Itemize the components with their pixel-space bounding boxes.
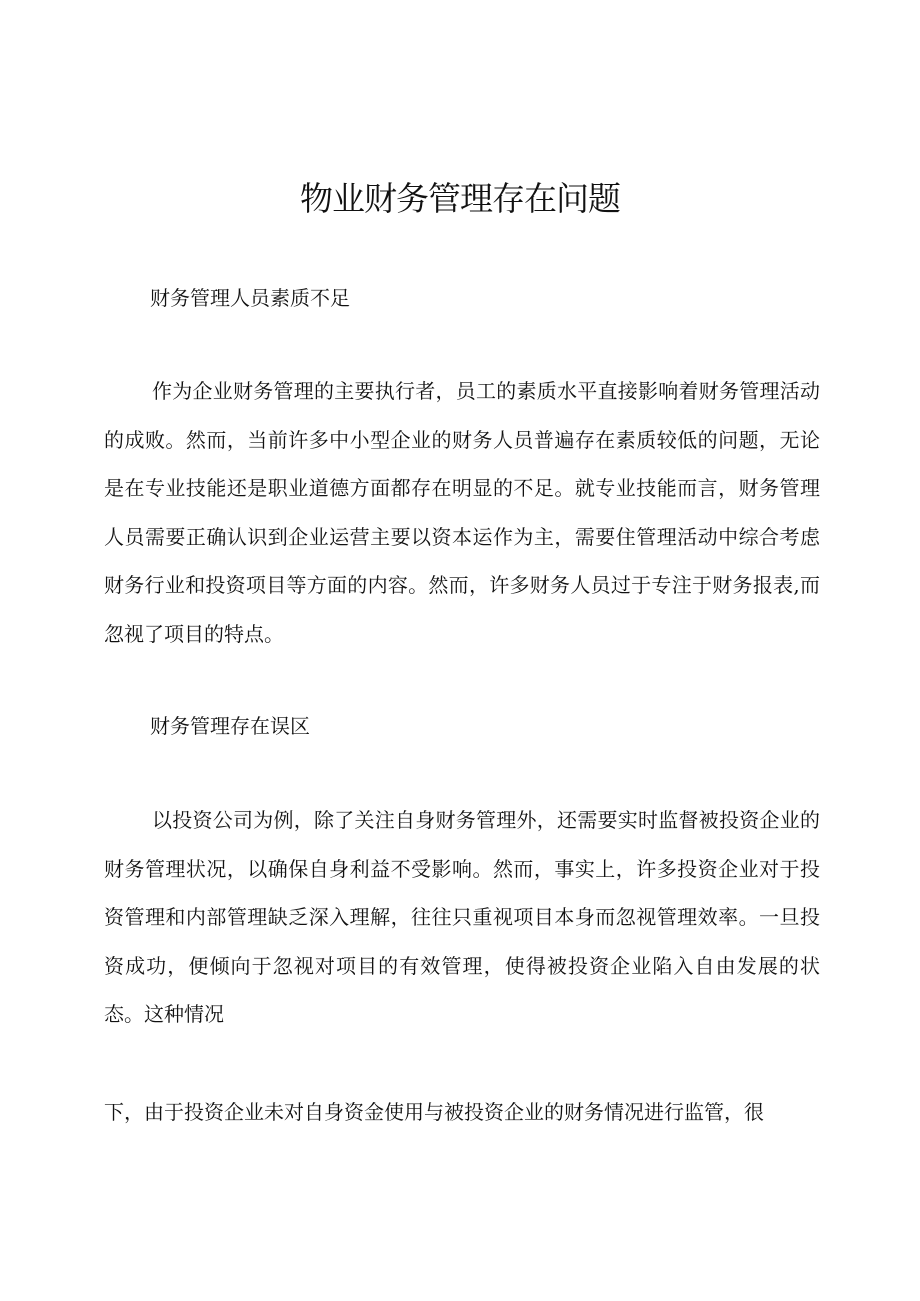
document-title: 物业财务管理存在问题 <box>300 179 620 218</box>
section-paragraph-misconceptions: 以投资公司为例，除了关注自身财务管理外，还需要实时监督被投资企业的财务管理状况，以确保自身利益不受影响。然而，事实上，许多投资企业对于投资管理和内部管理缺乏深入理解，往往只重视项目本身而忽视管理效率。一旦投资成功，便倾向于忽视对项目的有效管理，使得被投资企业陷入自由发展的状态。这种情况 <box>104 808 820 1027</box>
section-heading-staff-quality: 财务管理人员素质不足 <box>150 286 350 310</box>
section-heading-misconceptions: 财务管理存在误区 <box>150 714 310 738</box>
continuation-paragraph: 下，由于投资企业未对自身资金使用与被投资企业的财务情况进行监管，很 <box>104 1100 764 1124</box>
section-paragraph-staff-quality: 作为企业财务管理的主要执行者，员工的素质水平直接影响着财务管理活动的成败。然而，当前许多中小型企业的财务人员普遍存在素质较低的问题，无论是在专业技能还是职业道德方面都存在明显的不足。就专业技能而言，财务管理人员需要正确认识到企业运营主要以资本运作为主，需要住管理活动中综合考虑财务行业和投资项目等方面的内容。然而，许多财务人员过于专注于财务报表,而忽视了项目的特点。 <box>104 379 820 646</box>
